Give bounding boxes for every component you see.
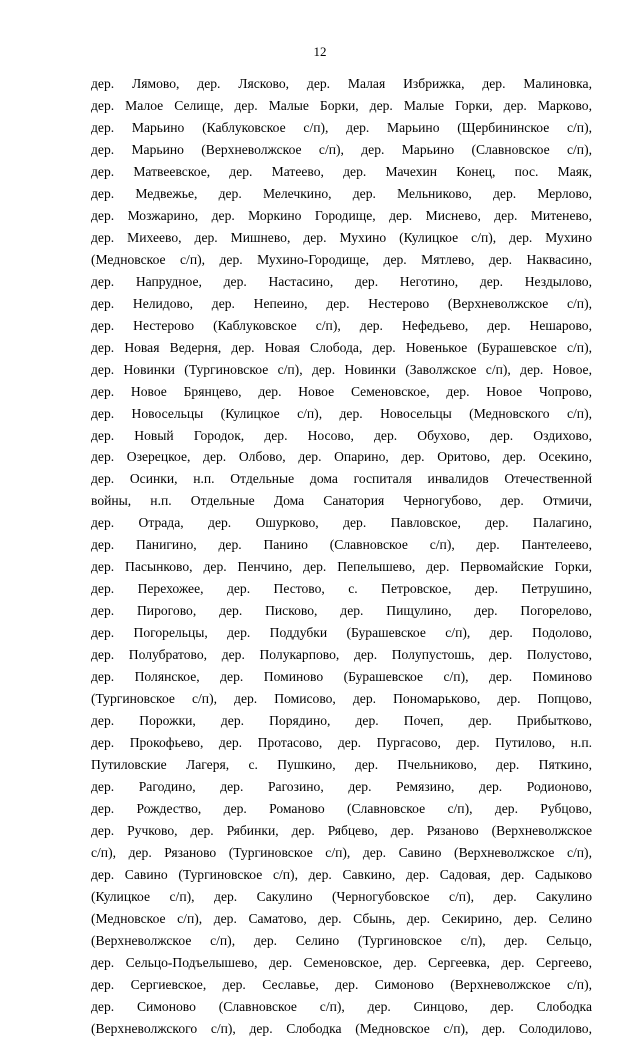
text-line: войны, н.п. Отдельные Дома Санатория Черногубово, дер. Отмичи, (91, 493, 592, 509)
text-line: дер. Малое Селище, дер. Малые Борки, дер. Малые Горки, дер. Марково, (91, 97, 592, 113)
text-line: дер. Нелидово, дер. Непеино, дер. Нестерово (Верхневолжское с/п), (91, 295, 592, 311)
text-line: дер. Озерецкое, дер. Олбово, дер. Опарино, дер. Оритово, дер. Осекино, (91, 449, 592, 465)
text-line: дер. Матвеевское, дер. Матеево, дер. Мачехин Конец, пос. Маяк, (91, 163, 592, 179)
text-line: дер. Пирогово, дер. Писково, дер. Пищулино, дер. Погорелово, (91, 603, 592, 619)
text-line: (Кулицкое с/п), дер. Сакулино (Черногубовское с/п), дер. Сакулино (91, 888, 592, 904)
text-line: дер. Новое Брянцево, дер. Новое Семеновское, дер. Новое Чопрово, (91, 383, 592, 399)
text-line: (Тургиновское с/п), дер. Помисово, дер. Пономарьково, дер. Попцово, (91, 691, 592, 707)
text-line: дер. Мозжарино, дер. Моркино Городище, дер. Миснево, дер. Митенево, (91, 207, 592, 223)
text-line: дер. Рождество, дер. Романово (Славновское с/п), дер. Рубцово, (91, 800, 592, 816)
page-number: 12 (313, 44, 327, 59)
text-line: дер. Рагодино, дер. Рагозино, дер. Ремязино, дер. Родионово, (91, 779, 592, 794)
text-line: дер. Перехожее, дер. Пестово, с. Петровское, дер. Петрушино, (91, 581, 592, 597)
text-line: (Медновское с/п), дер. Мухино-Городище, дер. Мятлево, дер. Наквасино, (91, 251, 592, 267)
document-body (91, 73, 592, 1040)
text-line: с/п), дер. Рязаново (Тургиновское с/п), дер. Савино (Верхневолжское с/п), (91, 844, 592, 860)
text-line: дер. Марьино (Каблуковское с/п), дер. Марьино (Щербининское с/п), (91, 119, 592, 135)
text-line: (Медновское с/п), дер. Саматово, дер. Сбынь, дер. Секирино, дер. Селино (91, 910, 592, 926)
text-line: дер. Марьино (Верхневолжское с/п), дер. Марьино (Славновское с/п), (91, 141, 592, 157)
text-line: дер. Нестерово (Каблуковское с/п), дер. Нефедьево, дер. Нешарово, (91, 317, 592, 333)
text-line: дер. Медвежье, дер. Мелечкино, дер. Мельниково, дер. Мерлово, (91, 185, 592, 201)
text-line: дер. Сельцо-Подъелышево, дер. Семеновское, дер. Сергеевка, дер. Сергеево, (91, 954, 592, 970)
text-line: дер. Напрудное, дер. Настасино, дер. Неготино, дер. Нездылово, (91, 273, 592, 289)
text-line: (Верхневолжское с/п), дер. Селино (Тургиновское с/п), дер. Сельцо, (91, 932, 592, 948)
text-line: дер. Порожки, дер. Порядино, дер. Почеп, дер. Прибытково, (91, 713, 592, 729)
text-line: дер. Осинки, н.п. Отдельные дома госпиталя инвалидов Отечественной (91, 471, 592, 487)
text-line: дер. Новый Городок, дер. Носово, дер. Обухово, дер. Оздихово, (91, 427, 592, 443)
text-line: дер. Новосельцы (Кулицкое с/п), дер. Новосельцы (Медновского с/п), (91, 405, 592, 421)
text-line: дер. Панигино, дер. Панино (Славновское с/п), дер. Пантелеево, (91, 537, 592, 553)
text-line: дер. Ручково, дер. Рябинки, дер. Рябцево, дер. Рязаново (Верхневолжское (91, 822, 592, 838)
text-line: дер. Михеево, дер. Мишнево, дер. Мухино (Кулицкое с/п), дер. Мухино (91, 229, 592, 245)
text-line: дер. Погорельцы, дер. Поддубки (Бурашевское с/п), дер. Подолово, (91, 625, 592, 641)
text-line: дер. Новая Ведерня, дер. Новая Слобода, дер. Новенькое (Бурашевское с/п), (91, 339, 592, 355)
text-line: Путиловские Лагеря, с. Пушкино, дер. Пчельниково, дер. Пяткино, (91, 757, 592, 773)
text-line: дер. Симоново (Славновское с/п), дер. Синцово, дер. Слободка (91, 998, 592, 1014)
text-line: дер. Полубратово, дер. Полукарпово, дер. Полупустошь, дер. Полустово, (91, 647, 592, 663)
text-line: дер. Новинки (Тургиновское с/п), дер. Новинки (Заволжское с/п), дер. Новое, (91, 361, 592, 377)
text-line: дер. Отрада, дер. Ошурково, дер. Павловское, дер. Палагино, (91, 515, 592, 531)
text-line: дер. Сергиевское, дер. Сеславье, дер. Симоново (Верхневолжское с/п), (91, 976, 592, 992)
text-line: дер. Полянское, дер. Поминово (Бурашевское с/п), дер. Поминово (91, 669, 592, 685)
text-line: дер. Савино (Тургиновское с/п), дер. Савкино, дер. Садовая, дер. Садыково (91, 866, 592, 882)
text-line: (Верхневолжского с/п), дер. Слободка (Медновское с/п), дер. Солодилово, (91, 1020, 592, 1036)
text-line: дер. Лямово, дер. Лясково, дер. Малая Избрижка, дер. Малиновка, (91, 76, 592, 91)
text-line: дер. Пасынково, дер. Пенчино, дер. Пепелышево, дер. Первомайские Горки, (91, 559, 592, 575)
text-line: дер. Прокофьево, дер. Протасово, дер. Пургасово, дер. Путилово, н.п. (91, 735, 592, 751)
